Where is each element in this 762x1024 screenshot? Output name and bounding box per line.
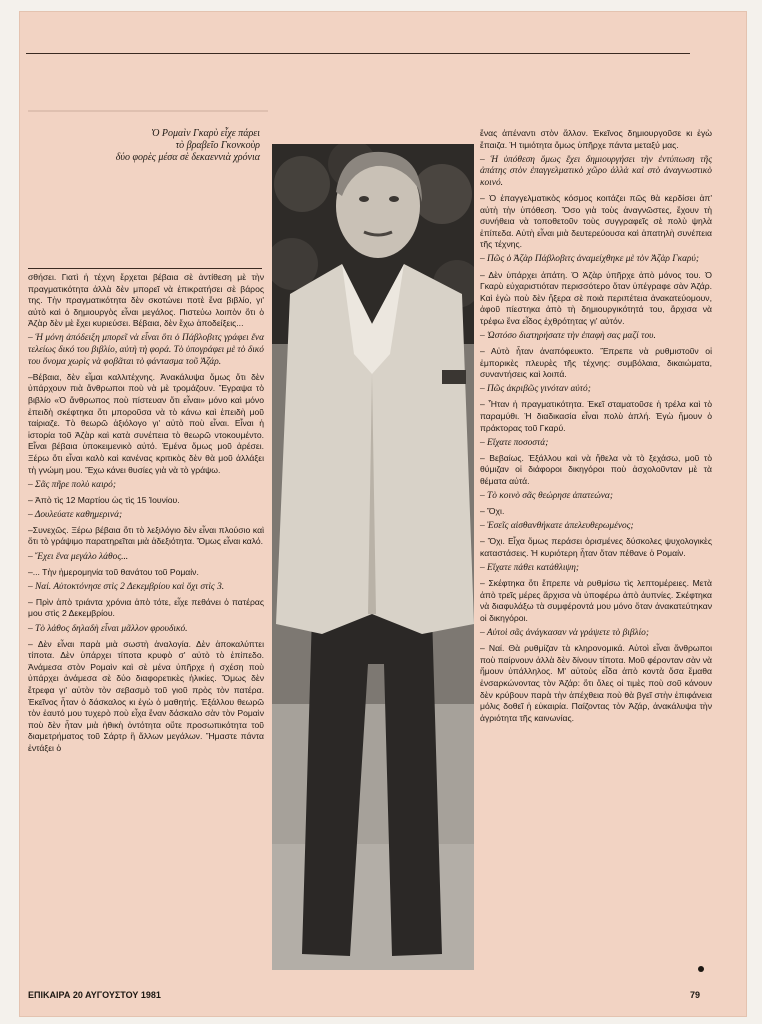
interview-question: – Ἡ μόνη ἀπόδειξη μπορεῖ νὰ εἶναι ὅτι ὁ Πάβλοβιτς γράφει ἕνα τελείως δικό του βιβλίο, αὐτὴ τὴ φορά. Τὸ ὑπογράφει μὲ τὸ δικό του ὄνομα χωρὶς νὰ φοβᾶται τὸ φάντασμα τοῦ Ἀζάρ. [28, 333, 264, 367]
interview-answer: – Αὐτὸ ἦταν ἀναπόφευκτο. Ἔπρεπε νὰ ρυθμιστοῦν οἱ ἐμπορικὲς πλευρὲς τῆς τέχνης: συμβόλαια, δικαιώματα, συναντήσεις καὶ λοιπά. [480, 346, 712, 380]
pull-quote-rule [28, 268, 262, 269]
interview-answer: – Ὁ ἐπαγγελματικὸς κόσμος κοιτάζει πῶς θὰ κερδίσει ἀπ' αὐτὴ τὴν ὑπόθεση. Ὅσο γιὰ τοὺς ἀναγνῶστες, ἔχουν τὴ συνήθεια νὰ τοποθετοῦν τοὺς συγγραφεῖς σὲ πολὺ ψηλὰ ἐπίπεδα. Αὐτὴ εἶναι μιὰ δευτερεύουσα καὶ ἀπατηλὴ συνέπεια τῆς τέχνης. [480, 192, 712, 250]
top-rule [26, 53, 690, 54]
page-number: 79 [690, 990, 701, 1000]
end-mark [698, 966, 704, 972]
interview-answer: – Δὲν ὑπάρχει ἀπάτη. Ὁ Ἀζὰρ ὑπῆρχε ἀπὸ μόνος του. Ὁ Γκαρὺ εὐχαριστιόταν περισσότερο ὅταν ὑπέγραφε σὰν Ἀζάρ. Καὶ ἐγὼ ποὺ δὲν ἤξερα σὲ ποιὰ περιπέτεια ἀνακατεύομουν, ἀφοῦ πίεστηκα ἀπὸ τὴ δημιουργικότητά του, ἄρχισα νὰ τρέφω ἕνα εἶδος ἐχθρότητας γι' αὐτόν. [480, 269, 712, 326]
interview-question: – Ἐσεῖς αἰσθανθήκατε ἀπελευθερωμένος; [480, 521, 634, 532]
interview-question: – Τὸ λάθος δηλαδὴ εἶναι μᾶλλον φρουδικό. [28, 623, 188, 634]
pull-quote [100, 128, 260, 164]
interview-question: – Εἴχατε πάθει κατάθλιψη; [480, 563, 580, 574]
interview-question: – Σᾶς πῆρε πολὺ καιρό; [28, 479, 116, 490]
interview-answer: – Ὄχι. [480, 506, 505, 517]
right-text-column [480, 128, 712, 728]
interview-question: – Πῶς ὁ Ἀζὰρ Πάβλοβιτς ἀναμείχθηκε μὲ τὸν Ἀζὰρ Γκαρύ; [480, 254, 699, 265]
interview-answer: – Ὄχι. Εἶχα ὅμως περάσει ὁρισμένες δύσκολες ψυχολογικὲς καταστάσεις. Ἡ κυριότερη ἦταν ὅταν πέθανε ὁ Ρομαίν. [480, 536, 712, 558]
portrait-illustration [272, 144, 474, 970]
interview-answer: –... Τὴν ἡμερομηνία τοῦ θανάτου τοῦ Ρομαίν. [28, 566, 199, 577]
pull-quote-line-1: Ὁ Ρομαὶν Γκαρὺ εἶχε πάρει [151, 128, 260, 139]
interview-answer: – Ἀπὸ τὶς 12 Μαρτίου ὡς τὶς 15 Ἰουνίου. [28, 494, 180, 505]
pull-quote-line-2: τὸ βραβεῖο Γκονκοὺρ [175, 140, 260, 151]
portrait-photo [272, 144, 474, 970]
interview-question: – Ὡστόσο διατηρήσατε τὴν ἐπαφὴ σας μαζί του. [480, 331, 656, 341]
interview-answer: – Ναί. Θὰ ρυθμίζαν τὰ κληρονομικά. Αὐτοὶ εἶναι ἄνθρωποι ποὺ παίρνουν ἀλλὰ δὲν δίνουν τίποτα. Μοῦ φέρονταν σὰν νὰ ἤμουν ὑπάλληλος. Μ' αὐτοὺς εἶδα ἀπὸ κοντὰ ὅσα ἔμαθα ἐνσαρκώνοντας τὸν Ἀζάρ: ὅτι ὅλες οἱ τιμὲς ποὺ σοῦ κάνουν δὲν κρύβουν παρὰ τὴν ἀπέχθεια ποὺ θὰ βγεῖ στὴν ἐπιφάνεια μόλις δοθεῖ ἡ εὐκαιρία. Παίζοντας τὸν Ἀζάρ, ἀνακάλυψα τὴν ἀγριότητα τῆς καινωνίας. [480, 643, 712, 723]
interview-answer: – Πρὶν ἀπὸ τριάντα χρόνια ἀπὸ τότε, εἶχε πεθάνει ὁ πατέρας μου στὶς 2 Δεκεμβρίου. [28, 596, 264, 619]
interview-question: – Ἔχει ἕνα μεγάλο λάθος... [28, 551, 129, 562]
interview-question: – Δουλεύατε καθημερινά; [28, 509, 123, 520]
footer-publication: ΕΠΙΚΑΙΡΑ 20 ΑΥΓΟΥΣΤΟΥ 1981 [28, 990, 161, 1000]
left-text-column [28, 272, 264, 758]
interview-question: – Πῶς ἀκριβῶς γινόταν αὐτό; [480, 384, 591, 395]
interview-question: – Τὸ κοινὸ σᾶς θεώρησε ἀπατεώνα; [480, 491, 613, 502]
interview-answer: –Βέβαια, δὲν εἶμαι καλλιτέχνης. Ἀνακάλυψα ὅμως ὅτι δὲν ὑπάρχουν πιὰ ἄνθρωποι ποὺ νὰ μὲ τρομάζουν. Ἔγραψα τὸ βιβλίο «Ὁ ἄνθρωπος ποὺ πίστευαν ὅτι εἶναι» μόνο καὶ μόνο ἐπειδὴ σκέφτηκα ὅτι μποροῦσα νὰ τὸ κάνω καὶ ἐπειδὴ μοῦ ταίριαζε. Τὸ θεωρῶ ἀξιόλογο γι' αὐτὸ ποὺ εἶναι. Εἶναι ἡ ἱστορία τοῦ Ἀζὰρ καὶ κατὰ συνέπεια τὸ θεωρῶ ντοκουμέντο. Εἶναι βέβαια ὑποκειμενικὸ αὐτό. Ἐμένα ὅμως μοῦ ἀρέσει. Ξέρω ὅτι εἶναι καλὸ καὶ κανένας κριτικὸς δὲν θὰ μοῦ ἀλλάξει τὴ γνώμη μου. Ἔχω κάνει θυσίες γιὰ νὰ τὸ γράψω. [28, 371, 264, 475]
interview-answer: – Ἦταν ἡ πραγματικότητα. Ἐκεῖ σταματοῦσε ἡ τρέλα καὶ τὸ παραμύθι. Ἡ διαδικασία εἶναι πολὺ ἁπλή. Ἐγὼ ἤμουν ὁ πράκτορας τοῦ Γκαρύ. [480, 399, 712, 433]
interview-question: – Αὐτοὶ σᾶς ἀνάγκασαν νὰ γράψετε τὸ βιβλίο; [480, 628, 649, 639]
interview-answer: ἕνας ἀπέναντι στὸν ἄλλον. Ἐκεῖνος δημιουργοῦσε κι ἐγὼ ἔπαιζα. Ἡ τιμιότητα ὅμως ὑπῆρχε πάντα μεταξύ μας. [480, 128, 712, 150]
interview-answer: –Συνεχῶς. Ξέρω βέβαια ὅτι τὸ λεξιλόγιο δὲν εἶναι πλούσιο καὶ ὅτι τὸ γράψιμο παρατηρεῖται μιὰ ἀδεξιότητα. Ὅμως εἶναι καλό. [28, 524, 264, 547]
interview-answer: – Βεβαίως. Ἐξάλλου καὶ νὰ ἤθελα νὰ τὸ ξεχάσω, μοῦ τὸ θύμιζαν οἱ διάφοροι δικηγόροι ποὺ ἀσχολοῦνταν μὲ τὰ θέματα αὐτά. [480, 452, 712, 487]
interview-answer: – Σκέφτηκα ὅτι ἔπρεπε νὰ ρυθμίσω τὶς λεπτομέρειες. Μετὰ ἀπὸ τρεῖς μέρες ἄρχισα νὰ ὑποφέρω ἀπὸ ἀυπνίες. Σκέφτηκα νὰ διαφυλάξω τὰ συμφέροντά μου μόνο ὅταν ἀνακατεύτηκαν οἱ δικηγόροι. [480, 578, 712, 623]
interview-question: – Ἡ ὑπόθεση ὅμως ἔχει δημιουργήσει τὴν ἐντύπωση τῆς ἀπάτης στὸν ἐπαγγελματικὸ χῶρο ἀλλὰ καὶ στὸ ἀναγνωστικὸ κοινό. [480, 154, 712, 188]
interview-answer: σθήσει. Γιατὶ ἡ τέχνη ἔρχεται βέβαια σὲ ἀντίθεση μὲ τὴν πραγματικότητα ἀλλὰ δὲν μπορεῖ νὰ ἐπικρατήσει σὲ βάρος της. Τὴν πραγματικότητα δὲν σκοτώνει ποτὲ ἕνα βιβλίο, γι' αὐτὸ καὶ ὁ δημιουργὸς εἶναι μεγάλος. Πιστεύω λοιπὸν ὅτι ὁ Ἀζὰρ δὲν μὲ ἔχει κυριεύσει. Βέβαια, δὲν ἔχω ἀποδείξεις... [28, 272, 264, 329]
pull-quote-line-3: δύο φορὲς μέσα σὲ δεκαεννιὰ χρόνια [115, 152, 260, 163]
interview-answer: – Δὲν εἶναι παρὰ μιὰ σωστὴ ἀναλογία. Δὲν ἀποκαλύπτει τίποτα. Δὲν ὑπάρχει τίποτα κρυφὸ σ' αὐτὸ τὸ ἐπίπεδο. Ἀνάμεσα στὸν Ρομαὶν καὶ σὲ μένα ὑπῆρχε ἡ σχέση ποὺ ὑπάρχει ἀνάμεσα σὲ δύο διαφορετικὲς ἡλικίες. Ὅμως δὲν ἔτρεφα γι' αὐτὸν τὸν σεβασμὸ τοῦ γιοῦ πρὸς τὸν πατέρα. Ἐκεῖνος ἦταν ὁ δάσκαλος κι ἐγὼ ὁ μαθητής. Ἐξάλλου θεωρῶ τὸν ἑαυτό μου τυχερὸ ποὺ εἶχα ἕναν δάσκαλο σὰν τὸν Ρομαὶν ποὺ δὲν ἦταν μιὰ ἠθικὴ ὀντότητα οὔτε προσωπικότητα τοῦ διαμετρήματος τοῦ Σάρτρ ἢ ἄλλων μεγάλων. Ἤμαστε πάντα ἐντάξει ὁ [28, 638, 264, 753]
interview-question: – Εἴχατε ποσοστά; [480, 437, 549, 448]
interview-question: – Ναί. Αὐτοκτόνησε στὶς 2 Δεκεμβρίου καὶ ὄχι στὶς 3. [28, 581, 225, 592]
